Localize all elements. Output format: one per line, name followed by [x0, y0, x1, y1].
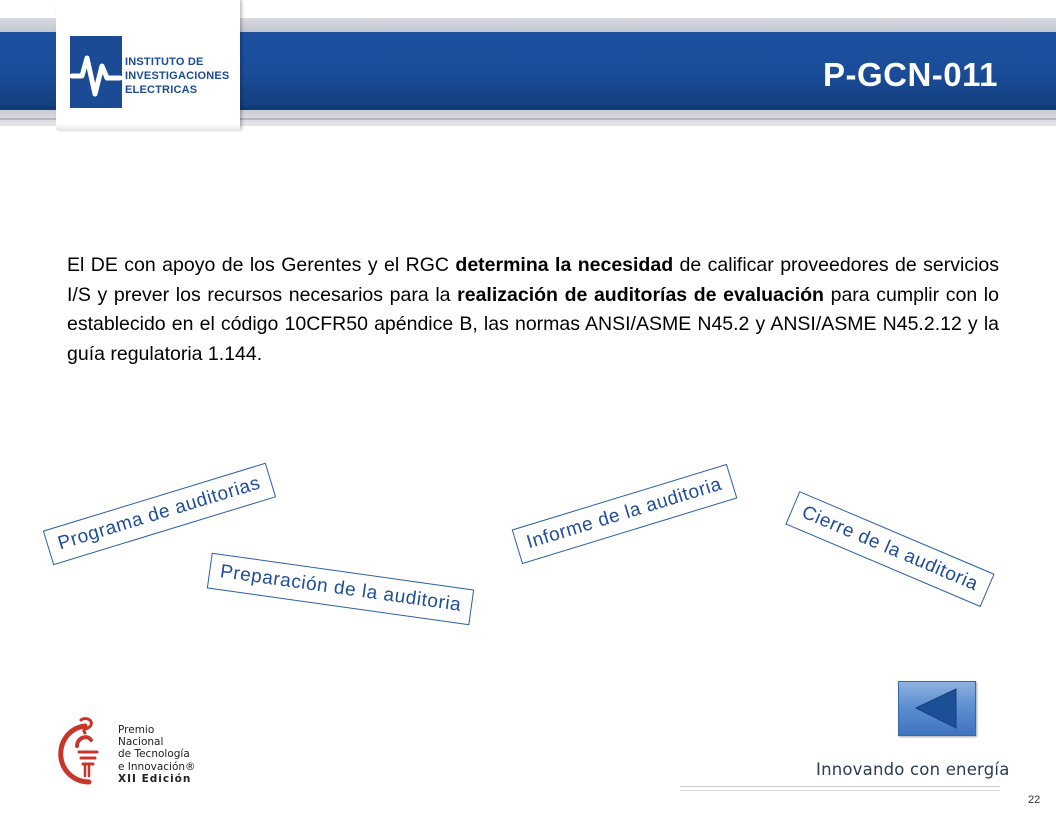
link-preparacion-de-la-auditoria[interactable]: Preparación de la auditoria	[207, 553, 475, 626]
organization-line: ELECTRICAS	[125, 84, 198, 96]
iie-logo-icon	[70, 36, 122, 113]
link-informe-de-la-auditoria[interactable]: Informe de la auditoria	[512, 464, 738, 564]
document-code: P-GCN-011	[822, 56, 998, 93]
page-number: 22	[1028, 794, 1041, 806]
paragraph-text: El DE con apoyo de los Gerentes y el RGC	[67, 254, 456, 276]
paragraph-text: de calificar proveedores de servicios I/S y prever los recursos necesarios para la	[67, 254, 999, 306]
logo-panel-shadow	[56, 124, 240, 130]
paragraph-bold-text: determina la necesidad	[455, 254, 674, 276]
organization-name	[125, 55, 229, 97]
slogan: Innovando con energía	[816, 760, 1010, 779]
footer-divider	[680, 786, 1000, 787]
award-line: de Tecnología	[118, 748, 190, 761]
paragraph-text: para cumplir con lo establecido en el código 10CFR50 apéndice B, las normas ANSI/ASME N45.2 y ANSI/ASME N45.2.12 y la guía regulatoria 1.144.	[67, 283, 999, 365]
award-edition: XII Edición	[118, 772, 192, 785]
organization-line: INSTITUTO DE	[125, 56, 204, 68]
award-caption	[118, 724, 196, 785]
organization-line: INVESTIGACIONES	[125, 70, 230, 82]
back-button[interactable]	[898, 681, 976, 736]
award-line: Nacional	[118, 736, 164, 749]
footer-divider	[680, 790, 1000, 791]
link-cierre-de-la-auditoria[interactable]: Cierre de la auditoria	[785, 491, 994, 607]
award-line: e Innovación®	[118, 760, 196, 773]
award-emblem-icon	[55, 716, 117, 793]
paragraph-bold-text: realización de auditorías de evaluación	[457, 283, 824, 306]
award-line: Premio	[118, 724, 155, 736]
back-arrow-icon	[899, 682, 975, 735]
main-paragraph	[67, 251, 999, 369]
link-programa-de-auditorias[interactable]: Programa de auditorias	[43, 463, 276, 565]
